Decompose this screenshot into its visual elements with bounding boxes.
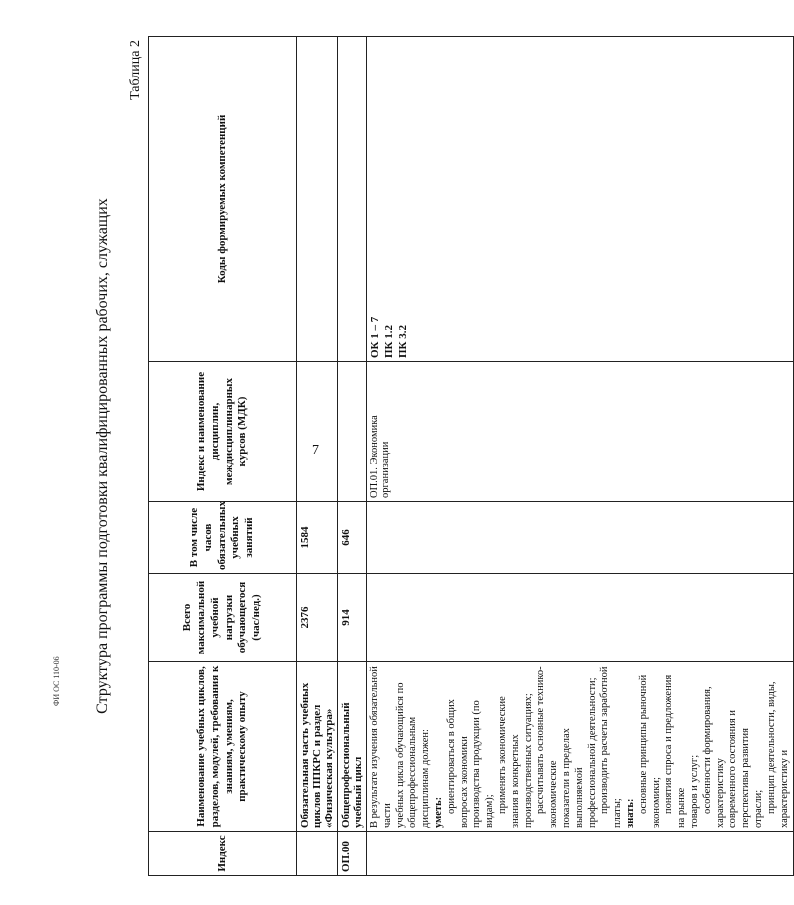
requirement-line: показатели в пределах выполняемой bbox=[560, 728, 585, 828]
cell-empty bbox=[338, 37, 367, 362]
page-number: 7 bbox=[312, 443, 319, 458]
general-cycle-index: ОП.00 bbox=[338, 832, 367, 876]
footer-code: ФИ ОС 110-06 bbox=[52, 656, 61, 706]
mandatory-required: 1584 bbox=[297, 502, 338, 574]
requirements-text bbox=[367, 662, 794, 832]
table-row bbox=[367, 37, 794, 876]
requirement-line: профессиональной деятельности; bbox=[586, 677, 598, 828]
requirement-heading: знать: bbox=[624, 798, 636, 828]
cell-empty bbox=[367, 574, 794, 662]
table-label: Таблица 2 bbox=[128, 40, 143, 100]
requirement-line: ориентироваться в общих вопросах экономики bbox=[445, 699, 470, 828]
requirement-line: производства продукции (по видам); bbox=[471, 700, 496, 828]
requirement-line: применять экономические знания в конкретных bbox=[496, 696, 521, 828]
header-row bbox=[149, 37, 297, 876]
table-row bbox=[297, 37, 338, 876]
competence-code: ОК 1 – 7 bbox=[369, 316, 381, 358]
requirement-line: современного состояния и перспективы развития bbox=[727, 710, 752, 828]
header-name: Наименование учебных циклов, разделов, модулей, требования к знаниям, умениям, практическому опыту bbox=[149, 662, 297, 832]
requirement-heading: уметь: bbox=[432, 796, 444, 828]
requirement-line: общепрофессиональным дисциплинам должен: bbox=[407, 716, 432, 828]
rotated-sheet bbox=[94, 36, 790, 876]
requirement-line: отрасли; bbox=[752, 789, 764, 828]
table-caption: Структура программы подготовки квалифицированных рабочих, служащих bbox=[94, 198, 111, 714]
mandatory-part-name: Обязательная часть учебных циклов ППКРС и раздел «Физическая культура» bbox=[297, 662, 338, 832]
cell-empty bbox=[367, 832, 794, 876]
requirement-line: товаров и услуг; bbox=[688, 754, 700, 828]
cell-empty bbox=[297, 362, 338, 502]
general-cycle-name: Общепрофессиональный учебный цикл bbox=[338, 662, 367, 832]
requirement-line: производить расчеты заработной платы; bbox=[599, 666, 624, 828]
cell-empty bbox=[338, 362, 367, 502]
requirement-line: понятия спроса и предложения на рынке bbox=[663, 674, 688, 828]
header-max-load: Всего максимальной учебной нагрузки обучающегося (час/нед.) bbox=[149, 574, 297, 662]
requirement-line: производственных ситуациях; bbox=[522, 693, 534, 828]
competence-code: ПК 3.2 bbox=[396, 324, 409, 358]
header-discipline: Индекс и наименование дисциплин, междисциплинарных курсов (МДК) bbox=[149, 362, 297, 502]
requirement-line: особенности формирования, характеристику bbox=[701, 686, 726, 828]
cell-empty bbox=[297, 832, 338, 876]
general-cycle-max-load: 914 bbox=[338, 574, 367, 662]
competence-code: ПК 1.2 bbox=[382, 324, 395, 358]
header-index: Индекс bbox=[149, 832, 297, 876]
competence-codes bbox=[367, 37, 794, 362]
requirement-line: учебных цикла обучающийся по bbox=[394, 682, 406, 828]
table-row bbox=[338, 37, 367, 876]
requirement-line: В результате изучения обязательной части bbox=[369, 666, 393, 828]
mandatory-max-load: 2376 bbox=[297, 574, 338, 662]
requirement-line: рассчитывать основные технико-экономические bbox=[535, 666, 560, 828]
discipline-name: ОП.01. Экономика организации bbox=[367, 362, 794, 502]
program-structure-table bbox=[148, 36, 794, 876]
cell-empty bbox=[297, 37, 338, 362]
header-required: В том числе часов обязательных учебных занятий bbox=[149, 502, 297, 574]
cell-empty bbox=[367, 502, 794, 574]
requirement-line: принцип деятельности, виды, характеристику и bbox=[765, 681, 790, 828]
header-competences: Коды формируемых компетенций bbox=[149, 37, 297, 362]
general-cycle-required: 646 bbox=[338, 502, 367, 574]
requirement-line: основные принципы рыночной экономики; bbox=[637, 674, 662, 828]
